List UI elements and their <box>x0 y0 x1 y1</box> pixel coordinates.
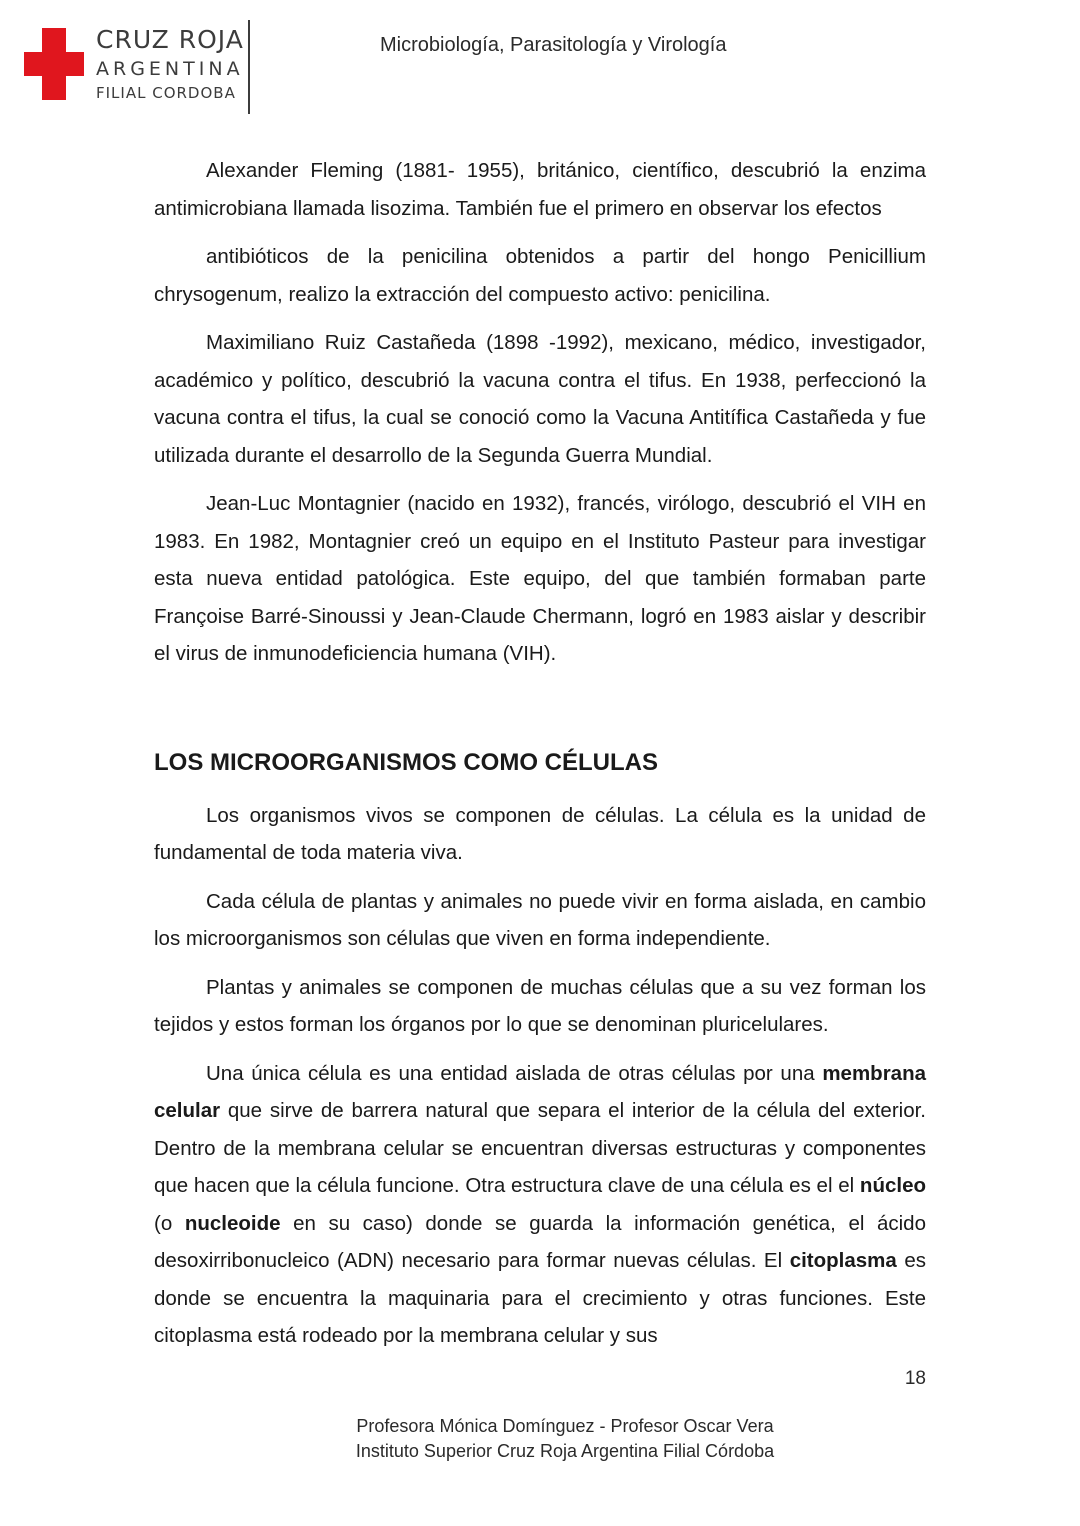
logo-line-3: FILIAL CORDOBA <box>96 84 236 102</box>
section-heading: LOS MICROORGANISMOS COMO CÉLULAS <box>154 748 658 776</box>
header-divider <box>248 20 250 114</box>
page-content <box>154 152 926 1366</box>
text-span: en su caso) donde se guarda la información genética, el ácido desoxirribonucleico (ADN) necesario para formar nuevas células. El <box>154 1211 926 1272</box>
page-number: 18 <box>904 1368 926 1389</box>
bold-term-nucleo: núcleo <box>859 1174 926 1197</box>
paragraph-penicillin: antibióticos de la penicilina obtenidos a partir del hongo Penicillium chrysogenum, realizo la extracción del compuesto activo: penicilina. <box>154 245 926 306</box>
bold-term-membrana: membrana celular <box>154 1061 926 1122</box>
paragraph-cells-isolation: Cada célula de plantas y animales no puede vivir en forma aislada, en cambio los microorganismos son células que viven en forma independiente. <box>154 889 926 950</box>
paragraph-montagnier: Jean-Luc Montagnier (nacido en 1932), francés, virólogo, descubrió el VIH en 1983. En 1982, Montagnier creó un equipo en el Instituto Pasteur para investigar esta nueva entidad patológica. Este equipo, del que también formaban parte Françoise Barré-Sinoussi y Jean-Claude Chermann, logró en 1983 aislar y describir el virus de inmunodeficiencia humana (VIH). <box>154 492 926 665</box>
footer-institution: Instituto Superior Cruz Roja Argentina Filial Córdoba <box>355 1441 775 1461</box>
document-header-title: Microbiología, Parasitología y Virología <box>380 34 727 56</box>
footer-authors: Profesora Mónica Domínguez - Profesor Oscar Vera <box>356 1416 774 1436</box>
paragraph-fleming: Alexander Fleming (1881- 1955), británico, científico, descubrió la enzima antimicrobiana llamada lisozima. También fue el primero en observar los efectos <box>154 159 926 220</box>
cruz-roja-logo <box>24 24 254 116</box>
paragraph-cell-structure <box>154 1055 926 1355</box>
logo-line-2: ARGENTINA <box>96 58 244 80</box>
red-cross-icon-bar <box>24 52 84 76</box>
footer <box>0 1414 1080 1464</box>
paragraph-castaneda: Maximiliano Ruiz Castañeda (1898 -1992), mexicano, médico, investigador, académico y político, descubrió la vacuna contra el tifus. En 1938, perfeccionó la vacuna contra el tifus, la cual se conoció como la Vacuna Antitífica Castañeda y fue utilizada durante el desarrollo de la Segunda Guerra Mundial. <box>154 331 926 467</box>
logo-text <box>96 24 244 104</box>
bold-term-citoplasma: citoplasma <box>789 1249 897 1272</box>
paragraph-pluricellular: Plantas y animales se componen de muchas células que a su vez forman los tejidos y estos forman los órganos por lo que se denominan pluricelulares. <box>154 975 926 1036</box>
paragraph-cells-intro: Los organismos vivos se componen de células. La célula es la unidad de fundamental de toda materia viva. <box>154 803 926 864</box>
text-span: (o <box>154 1211 185 1235</box>
bold-term-nucleoide: nucleoide <box>184 1211 281 1235</box>
logo-line-1: CRUZ ROJA <box>96 25 244 54</box>
text-span: es donde se encuentra la maquinaria para el crecimiento y otras funciones. Este citoplasma está rodeado por la membrana celular y sus <box>154 1249 926 1347</box>
text-span: Una única célula es una entidad aislada de otras células por una <box>206 1061 823 1085</box>
text-span: que sirve de barrera natural que separa el interior de la célula del exterior. Dentro de la membrana celular se encuentran diversas estructuras y componentes que hacen que la célula funcione. Otra estructura clave de una célula es el el <box>154 1099 926 1197</box>
